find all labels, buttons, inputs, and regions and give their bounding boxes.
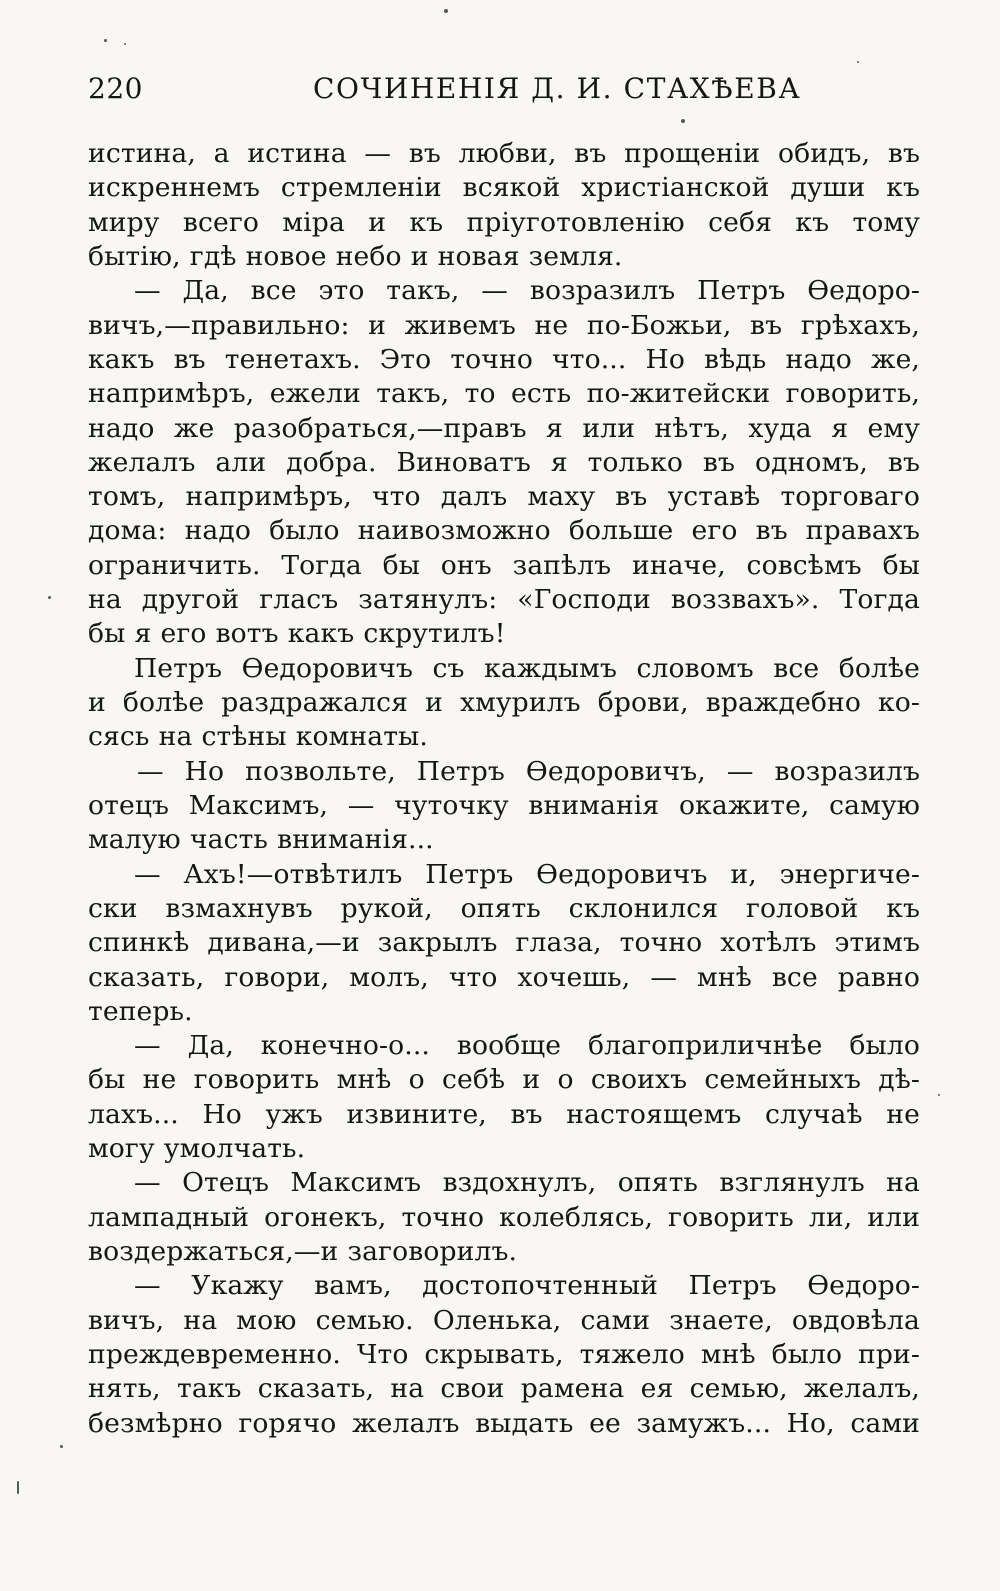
text-line: томъ, напримѣръ, что далъ маху въ уставѣ торговаго bbox=[88, 481, 920, 513]
text-line: и болѣе раздражался и хмурилъ брови, враждебно ко- bbox=[88, 687, 920, 718]
text-line: спинкѣ дивана,—и закрылъ глаза, точно хотѣлъ этимъ bbox=[88, 927, 920, 959]
text-line: — Да, все это такъ, — возразилъ Петръ Ѳедоро- bbox=[134, 275, 920, 307]
ink-speck bbox=[938, 1094, 940, 1096]
text-line: вичъ,—правильно: и живемъ не по-Божьи, въ грѣхахъ, bbox=[88, 309, 920, 341]
text-line: сказать, говори, молъ, что хочешь, — мнѣ все равно bbox=[88, 961, 920, 993]
text-line: воздержаться,—и заговорилъ. bbox=[88, 1236, 518, 1267]
ink-speck bbox=[104, 39, 107, 42]
ink-speck bbox=[124, 43, 126, 45]
running-title: СОЧИНЕНІЯ Д. И. СТАХѢЕВА bbox=[313, 72, 802, 105]
text-line: какъ въ тенетахъ. Это точно что... Но вѣдь надо же, bbox=[88, 343, 920, 375]
text-line: ограничить. Тогда бы онъ запѣлъ иначе, совсѣмъ бы bbox=[88, 549, 920, 581]
text-line: истина, а истина — въ любви, въ прощеніи обидъ, въ bbox=[88, 138, 920, 169]
text-line: бы я его вотъ какъ скрутилъ! bbox=[88, 618, 506, 650]
text-line: миру всего міра и къ пріуготовленію себя къ тому bbox=[88, 206, 920, 238]
text-line: малую часть вниманія... bbox=[88, 824, 434, 856]
text-line: преждевременно. Что скрывать, тяжело мнѣ было при- bbox=[88, 1338, 920, 1370]
text-line: бытію, гдѣ новое небо и новая земля. bbox=[88, 240, 623, 272]
text-line: — Укажу вамъ, достопочтенный Петръ Ѳедоро- bbox=[134, 1270, 920, 1302]
text-line: вичъ, на мою семью. Оленька, сами знаете, овдовѣла bbox=[88, 1304, 920, 1336]
running-head bbox=[88, 64, 918, 112]
text-line: лампадный огонекъ, точно колеблясь, говорить ли, или bbox=[88, 1201, 920, 1233]
text-line: могу умолчать. bbox=[88, 1133, 306, 1165]
body-text bbox=[88, 137, 920, 1441]
ink-speck bbox=[857, 61, 859, 63]
text-line: надо же разобраться,—правъ я или нѣтъ, худа я ему bbox=[88, 412, 920, 444]
ink-speck bbox=[444, 9, 448, 13]
text-line: — Но позвольте, Петръ Ѳедоровичъ, — возразилъ bbox=[137, 755, 920, 787]
text-line: желалъ али добра. Виноватъ я только въ одномъ, въ bbox=[88, 446, 920, 478]
text-line: дома: надо было наивозможно больше его въ правахъ bbox=[88, 515, 920, 547]
text-line: отецъ Максимъ, — чуточку вниманія окажите, самую bbox=[88, 789, 920, 821]
text-line: напримѣръ, ежели такъ, то есть по-житейски говорить, bbox=[88, 378, 920, 410]
ink-speck bbox=[60, 1445, 63, 1448]
text-line: — Отецъ Максимъ вздохнулъ, опять взглянулъ на bbox=[134, 1167, 920, 1199]
text-line: теперь. bbox=[88, 995, 193, 1027]
text-line: нять, такъ сказать, на свои рамена ея семью, желалъ, bbox=[88, 1373, 920, 1405]
text-line: безмѣрно горячо желалъ выдать ее замужъ... Но, сами bbox=[88, 1407, 920, 1439]
text-line: Петръ Ѳедоровичъ съ каждымъ словомъ все болѣе bbox=[134, 652, 920, 684]
text-line: искреннемъ стремленіи всякой христіанской души къ bbox=[88, 172, 920, 204]
text-line: бы не говорить мнѣ о себѣ и о своихъ семейныхъ дѣ- bbox=[88, 1064, 920, 1096]
text-line: — Да, конечно-о... вообще благоприличнѣе было bbox=[134, 1030, 920, 1062]
ink-speck bbox=[48, 596, 51, 599]
text-line: — Ахъ!—отвѣтилъ Петръ Ѳедоровичъ и, энергиче- bbox=[134, 858, 920, 890]
text-line: ски взмахнувъ рукой, опять склонился головой къ bbox=[88, 892, 920, 924]
text-line: лахъ... Но ужъ извините, въ настоящемъ случаѣ не bbox=[88, 1098, 920, 1130]
page-number: 220 bbox=[88, 72, 143, 105]
text-line: сясь на стѣны комнаты. bbox=[88, 721, 428, 753]
text-line: на другой гласъ затянулъ: «Господи воззвахъ». Тогда bbox=[88, 584, 920, 616]
ink-speck bbox=[17, 1481, 19, 1494]
ink-speck bbox=[681, 119, 685, 123]
